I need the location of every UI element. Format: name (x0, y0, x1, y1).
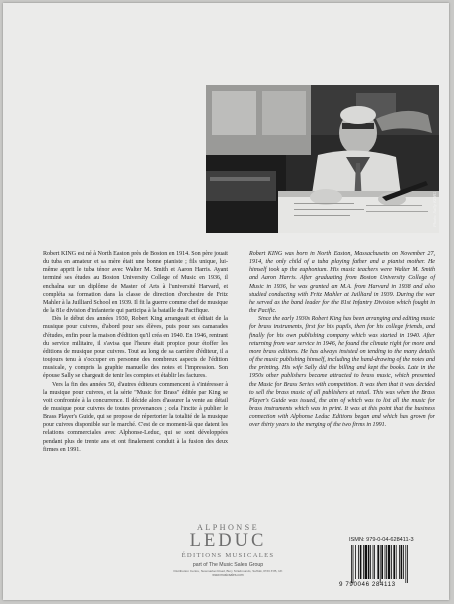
barcode-bar (368, 545, 370, 579)
barcode-bar (407, 545, 408, 583)
publisher-logo (165, 523, 291, 577)
publisher-distribution: Distribution Centre, Newmarket Road, Bury St Edmunds, Suffolk, IP33 3YB, UK (173, 569, 283, 573)
barcode-bar (385, 545, 386, 579)
barcode-bar (391, 545, 392, 579)
barcode-bars (349, 545, 429, 583)
barcode-bar (380, 545, 381, 583)
barcode-bar (370, 545, 371, 579)
publisher-subtitle: ÉDITIONS MUSICALES (181, 552, 275, 559)
french-paragraph: Dès le début des années 1930, Robert King arrangeait et éditait de la musique pour cuivres, d'abord pour ses élèves, puis pour ses camarades d'études, enfin pour la maison d'édition qu'il créa en 1940. En 1946, rentrant du service militaire, il s'avisa que l'heure était propice pour étoffer les éditions de musique pour cuivres. Tout au long de sa carrière d'éditeur, il a toujours tenu à s'occuper en personne des nombreux aspects de l'édition musicale, y compris la graphie manuelle des notes et l'impression. Son épouse Sally se chargeait de tenir les comptes et établir les factures. (43, 316, 228, 380)
barcode-bar (396, 545, 397, 579)
barcode-bar (393, 545, 395, 579)
barcode-bar (355, 545, 356, 579)
photo-credit: Photo: Sally KING (432, 192, 437, 227)
publisher-name-line2: LEDUC (189, 531, 267, 551)
french-paragraph: Vers la fin des années 50, d'autres éditeurs commencent à s'intéresser à la musique pour cuivres, et la série "Music for Brass" éditée par King se voit confrontée à la concurrence. Il décide alors d'assurer la vente au détail de musique pour cuivres de toutes provenances ; cela l'incite à publier le Brass Player's Guide, qui se propose de répertorier la totalité de la musique pour cuivres disponible sur le marché. C'est de ce moment-là que datent les relations commerciales avec Alphonse-Leduc, qui se sont développées pendant plus de trente ans et ont finalement conduit à la fusion des deux firmes en 1991. (43, 381, 228, 453)
barcode (349, 545, 429, 583)
french-paragraph: Robert KING est né à North Easton près de Boston en 1914. Son père jouait du tuba en amateur et sa mère était une bonne pianiste ; fils unique, lui-même apprit le tuba ténor avec Walter M. Smith et Aaron Harris. Ayant terminé ses études au Boston University College of Music en 1936, il enchaîna sur un diplôme de Master of Arts à l'université Harvard, et compléta sa formation dans la classe de direction d'orchestre de Fritz Mahler à la Juilliard School en 1939. Il fit la guerre comme chef de musique de la 81e division d'infanterie qui participa à la bataille du Pacifique. (43, 251, 228, 315)
barcode-bar (351, 545, 352, 583)
barcode-bar (373, 545, 374, 579)
barcode-bar (363, 545, 364, 579)
barcode-bar (388, 545, 390, 579)
barcode-bar (399, 545, 400, 579)
english-paragraph: Robert KING was born in North Easton, Massachusetts on November 27, 1914, the only child of a tuba playing father and a pianist mother. He himself took up the euphonium. His music teachers were Walter M. Smith and Aaron Harris. After graduating from Boston University College of Music in 1936, he was granted an M.A. from Harvard in 1938 and also studied conducting with Fritz Mahler at Juilliard in 1939. During the war he served as the band leader for the 81st Infantry Division which fought in the Pacific. (249, 251, 435, 315)
back-cover-page (3, 3, 449, 600)
barcode-bar (386, 545, 387, 579)
barcode-bar (381, 545, 383, 579)
barcode-bar (374, 545, 375, 579)
composer-photo (206, 85, 439, 233)
barcode-bar (365, 545, 367, 579)
barcode-bar (377, 545, 379, 579)
barcode-digits: 9 790046 284113 (339, 581, 396, 588)
barcode-bar (360, 545, 362, 579)
french-biography (43, 250, 228, 454)
ismn-label: ISMN: 979-0-04-628411-3 (349, 537, 414, 543)
publisher-group: part of The Music Sales Group (192, 562, 264, 568)
barcode-bar (358, 545, 359, 579)
barcode-bar (403, 545, 404, 579)
english-paragraph: Since the early 1930s Robert King has been arranging and editing music for brass instruments, first for his pupils, then for his college friends, and finally for his own publishing company which was started in 1940. After returning from war service in 1946, he found the climate right for more and more brass editions. He has always insisted on tending to the many details of the music publishing himself, including the hand-drawing of the notes and the printing. His wife Sally did the billing and kept the books. Late in the 1950s other publishers became attracted to brass music, which presented the Music for Brass Series with competition. It was then that it was decided to sell the brass music of all publishers at retail. This was when the Brass Player's Guide was issued, the aim of which was to list all the music for brass instruments which was in print. It was at this point that the business connection with Alphonse Leduc Editions began and which has grown for over thirty years to the merging of the two firms in 1991. (249, 316, 435, 429)
barcode-bar (405, 545, 406, 583)
english-biography (249, 250, 435, 429)
barcode-bar (401, 545, 403, 579)
publisher-name-line1: ALPHONSE (197, 523, 259, 532)
photo-illustration (206, 85, 439, 233)
publisher-website: www.musicsales.com (212, 573, 244, 577)
barcode-bar (353, 545, 354, 583)
